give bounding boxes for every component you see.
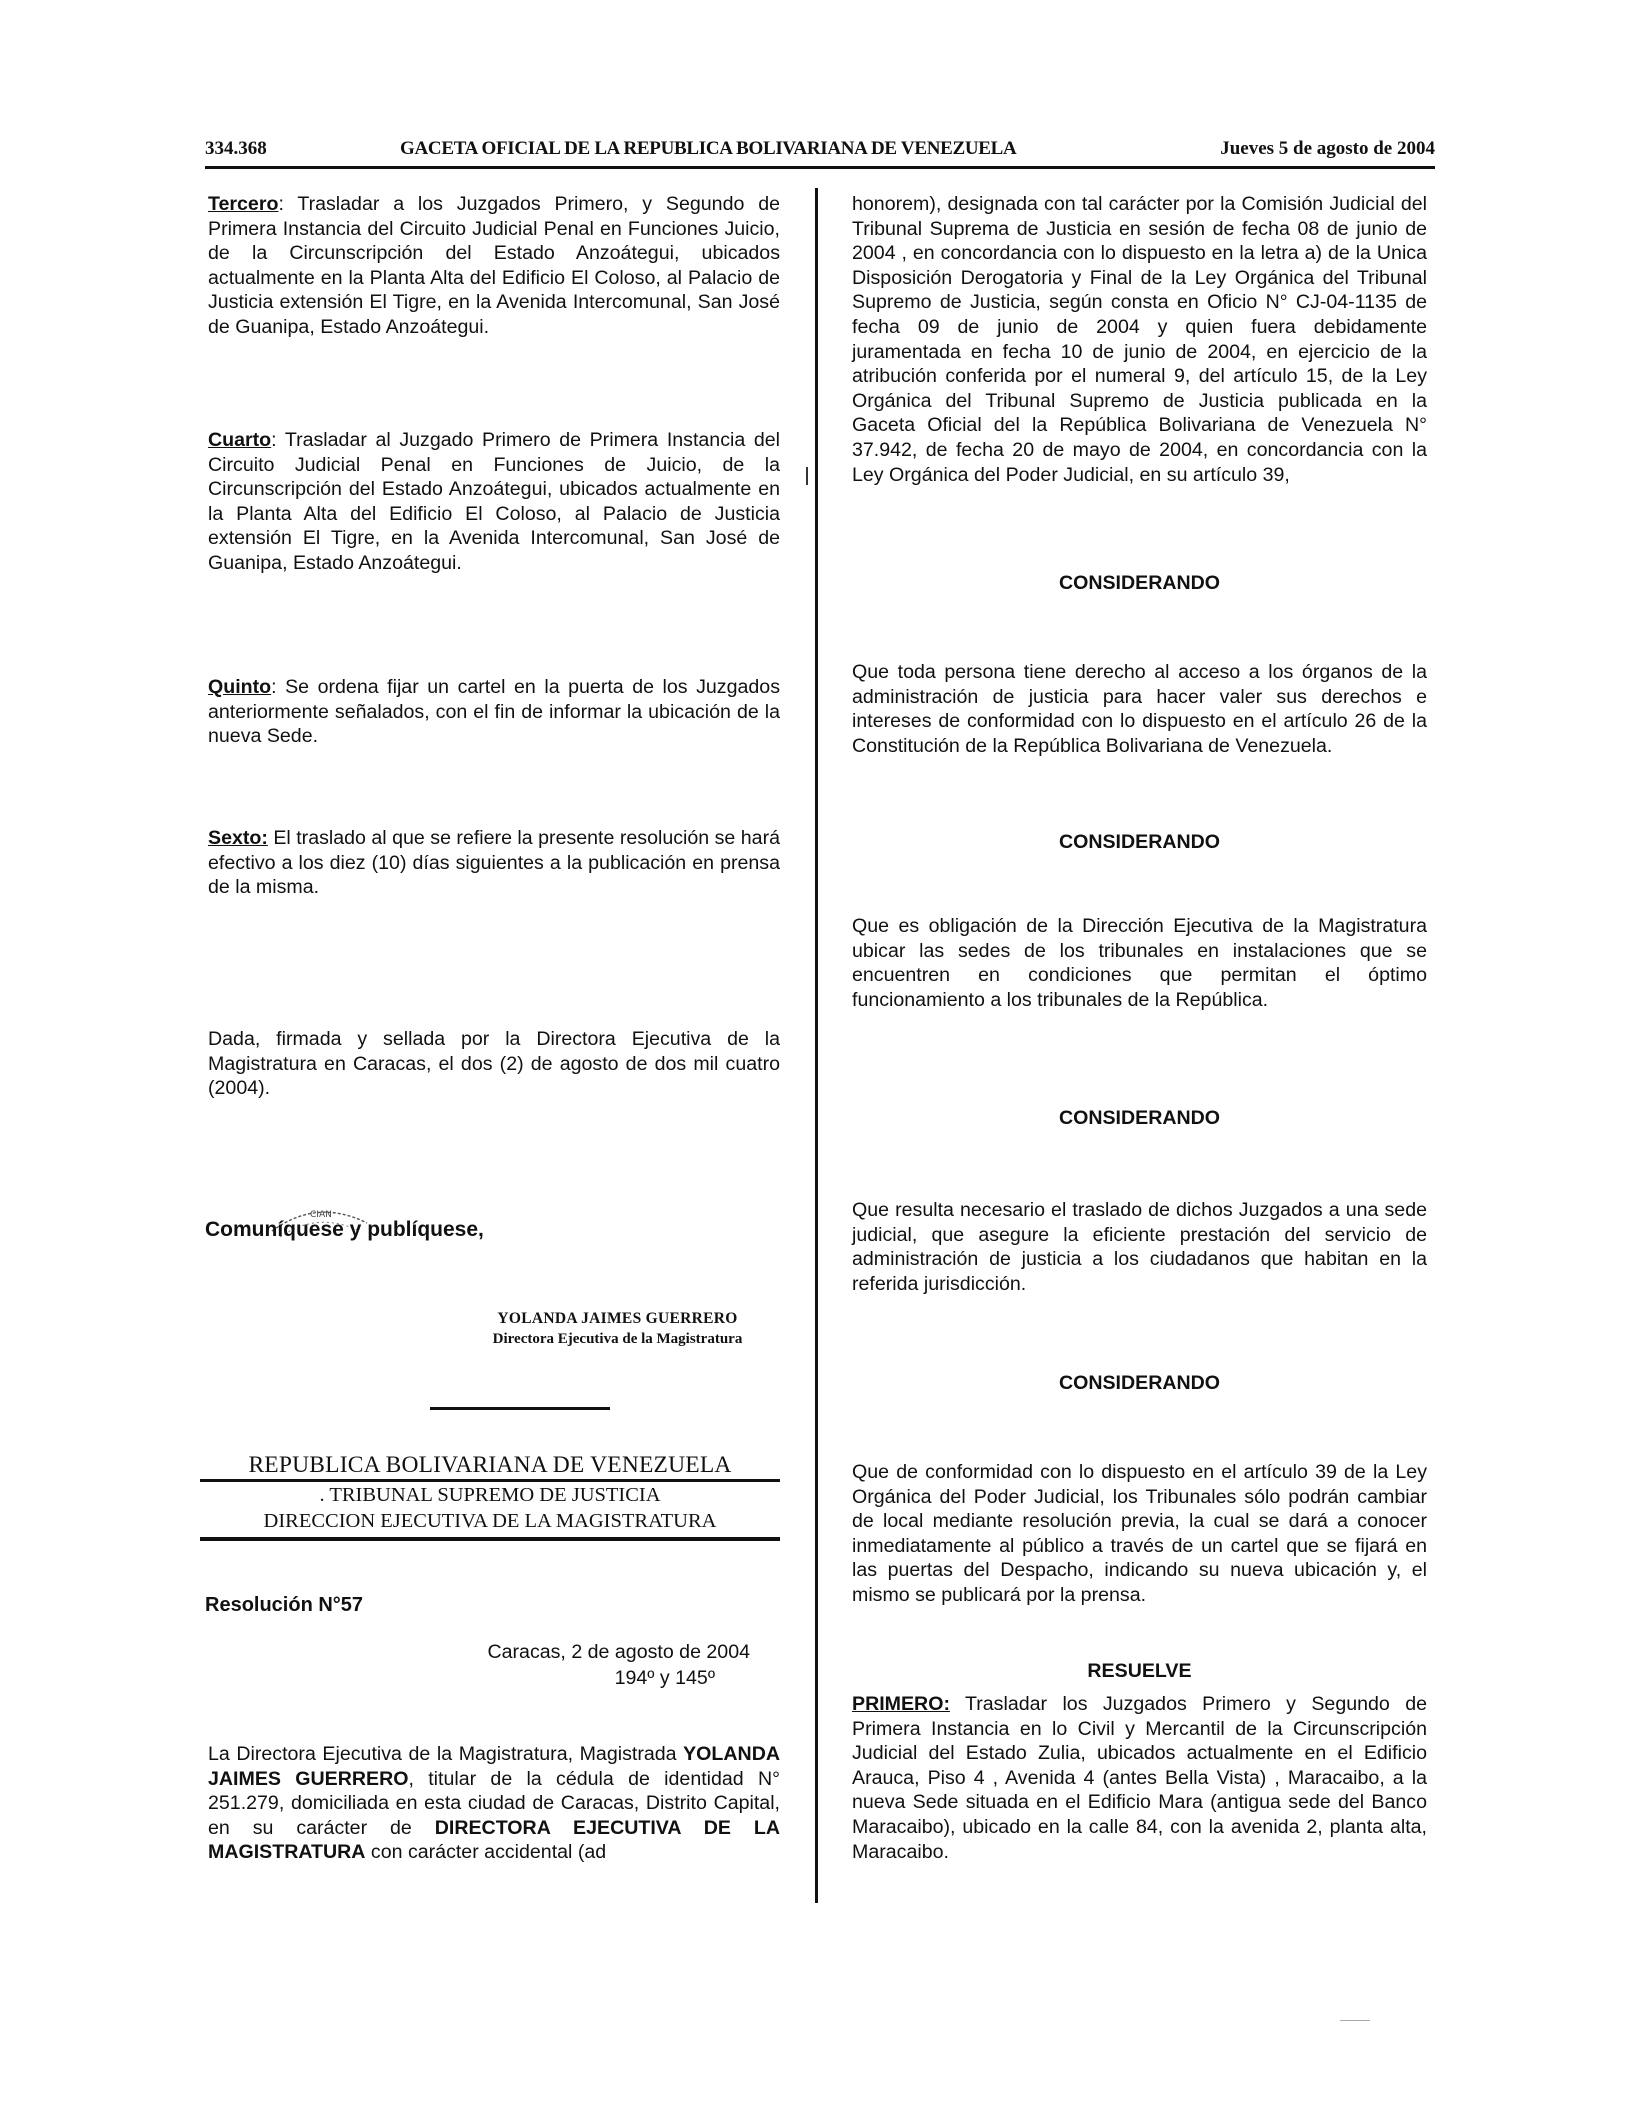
- continuation-paragraph: honorem), designada con tal carácter por la Comisión Judicial del Tribunal Suprema de Justicia en sesión de fecha 08 de junio de 2004 , en concordancia con lo dispuesto en la letra a) de la Unica Disposición Derogatoria y Final de la Ley Orgánica del Tribunal Supremo de Justicia, según consta en Oficio N° CJ-04-1135 de fecha 09 de junio de 2004 y quien fuera debidamente juramentada en fecha 10 de junio de 2004, en ejercicio de la atribución conferida por el numeral 9, del artículo 15, de la Ley Orgánica del Tribunal Supremo de Justicia publicada en la Gaceta Oficial del la República Bolivariana de Venezuela N° 37.942, de fecha 20 de mayo de 2004, en concordancia con la Ley Orgánica del Poder Judicial, en su artículo 39,: [852, 193, 1427, 486]
- cuarto-label: Cuarto: [208, 429, 272, 451]
- page-header: [205, 138, 1435, 166]
- intro-role: DIRECTORA EJECUTIVA DE LA MAGISTRATURA: [208, 1816, 780, 1864]
- signature-role: Directora Ejecutiva de la Magistratura: [492, 1331, 743, 1347]
- institution-line-3: DIRECCION EJECUTIVA DE LA MAGISTRATURA: [263, 1510, 717, 1532]
- svg-text:CIAN: CIAN: [310, 1210, 332, 1220]
- institution-line-2: . TRIBUNAL SUPREMO DE JUSTICIA: [319, 1484, 661, 1506]
- institution-rule-1: [200, 1479, 780, 1482]
- considerando-heading-1: CONSIDERANDO: [1058, 572, 1221, 594]
- page-number: 334.368: [205, 138, 267, 159]
- independence-years: 194º y 145º: [614, 1667, 715, 1689]
- quinto-text: : Se ordena fijar un cartel en la puerta de los Juzgados anteriormente señalados, con el fin de informar la ubicación de la nueva Sede.: [208, 676, 780, 748]
- considerando-heading-3: CONSIDERANDO: [1058, 1107, 1221, 1129]
- intro-paragraph: [208, 1742, 780, 1865]
- institution-line-1: REPUBLICA BOLIVARIANA DE VENEZUELA: [248, 1452, 732, 1478]
- quinto-label: Quinto: [208, 676, 272, 698]
- resolution-title: Resolución N°57: [205, 1594, 364, 1616]
- intro-text-c: con carácter accidental (ad: [365, 1841, 607, 1864]
- place-date: Caracas, 2 de agosto de 2004: [487, 1641, 750, 1663]
- sexto-paragraph: [208, 826, 780, 900]
- intro-text-b: , titular de la cédula de identidad N° 251.279, domiciliada en esta ciudad de Caracas, Distrito Capital, en su carácter de: [208, 1767, 780, 1839]
- publication-title: GACETA OFICIAL DE LA REPUBLICA BOLIVARIANA DE VENEZUELA: [400, 138, 1017, 159]
- primero-label: PRIMERO:: [852, 1693, 950, 1715]
- tercero-paragraph: [208, 192, 780, 340]
- tercero-label: Tercero: [208, 193, 279, 215]
- sexto-text: El traslado al que se refiere la presente resolución se hará efectivo a los diez (10) días siguientes a la publicación en prensa de la misma.: [208, 827, 780, 899]
- quinto-paragraph: [208, 675, 780, 749]
- column-divider-mark: [806, 467, 808, 485]
- header-rule: [205, 166, 1435, 169]
- considerando-text-4: Que de conformidad con lo dispuesto en el artículo 39 de la Ley Orgánica del Poder Judicial, los Tribunales sólo podrán cambiar de local mediante resolución previa, la cual se dará a conocer inmediatamente al público a través de un cartel que se fijará en las puertas del Despacho, indicando su nueva ubicación y, el mismo se publicará por la prensa.: [852, 1461, 1427, 1606]
- column-divider: [815, 188, 818, 1903]
- scan-artifact: [1340, 2020, 1370, 2021]
- considerando-heading-4: CONSIDERANDO: [1058, 1372, 1221, 1394]
- considerando-text-2: Que es obligación de la Dirección Ejecutiva de la Magistratura ubicar las sedes de los tribunales en instalaciones que se encuentren en condiciones que permitan el óptimo funcionamiento a los tribunales de la República.: [852, 915, 1427, 1011]
- dada-paragraph: Dada, firmada y sellada por la Directora Ejecutiva de la Magistratura en Caracas, el dos (2) de agosto de dos mil cuatro (2004).: [208, 1028, 780, 1100]
- cuarto-text: : Trasladar al Juzgado Primero de Primera Instancia del Circuito Judicial Penal en Funciones de Juicio, de la Circunscripción del Estado Anzoátegui, ubicados actualmente en la Planta Alta del Edificio El Coloso, al Palacio de Justicia extensión El Tigre, en la Avenida Intercomunal, San José de Guanipa, Estado Anzoátegui.: [208, 429, 780, 574]
- publication-date: Jueves 5 de agosto de 2004: [1220, 138, 1435, 159]
- primero-paragraph: [852, 1692, 1427, 1864]
- signature-name: YOLANDA JAIMES GUERRERO: [497, 1310, 738, 1327]
- primero-text: Trasladar los Juzgados Primero y Segundo de Primera Instancia en lo Civil y Mercantil de la Circunscripción Judicial del Estado Zulia, ubicados actualmente en el Edificio Arauca, Piso 4 , Avenida 4 (antes Bella Vista) , Maracaibo, a la nueva Sede situada en el Edificio Mara (antigua sede del Banco Maracaibo), ubicado en la calle 84, con la avenida 2, planta alta, Maracaibo.: [852, 1693, 1427, 1863]
- institution-rule-2: [200, 1537, 780, 1541]
- tercero-text: : Trasladar a los Juzgados Primero, y Segundo de Primera Instancia del Circuito Judicial Penal en Funciones Juicio, de la Circunscripción del Estado Anzoátegui, ubicados actualmente en la Planta Alta del Edificio El Coloso, al Palacio de Justicia extensión El Tigre, en la Avenida Intercomunal, San José de Guanipa, Estado Anzoátegui.: [208, 193, 780, 338]
- intro-text-a: La Directora Ejecutiva de la Magistratura, Magistrada: [208, 1743, 684, 1765]
- section-separator: [430, 1407, 610, 1410]
- considerando-text-1: Que toda persona tiene derecho al acceso a los órganos de la administración de justicia para hacer valer sus derechos e intereses de conformidad con lo dispuesto en el artículo 26 de la Constitución de la República Bolivariana de Venezuela.: [852, 661, 1427, 757]
- considerando-heading-2: CONSIDERANDO: [1058, 831, 1221, 853]
- sexto-label: Sexto:: [208, 827, 268, 849]
- resuelve-heading: RESUELVE: [1087, 1660, 1192, 1682]
- intro-name: YOLANDA JAIMES GUERRERO: [208, 1743, 780, 1790]
- cuarto-paragraph: [208, 428, 780, 576]
- comuniquese-text: Comuníquese y publíquese,: [205, 1218, 484, 1241]
- considerando-text-3: Que resulta necesario el traslado de dichos Juzgados a una sede judicial, que asegure la eficiente prestación del servicio de administración de justicia a los ciudadanos que habitan en la referida jurisdicción.: [852, 1199, 1427, 1295]
